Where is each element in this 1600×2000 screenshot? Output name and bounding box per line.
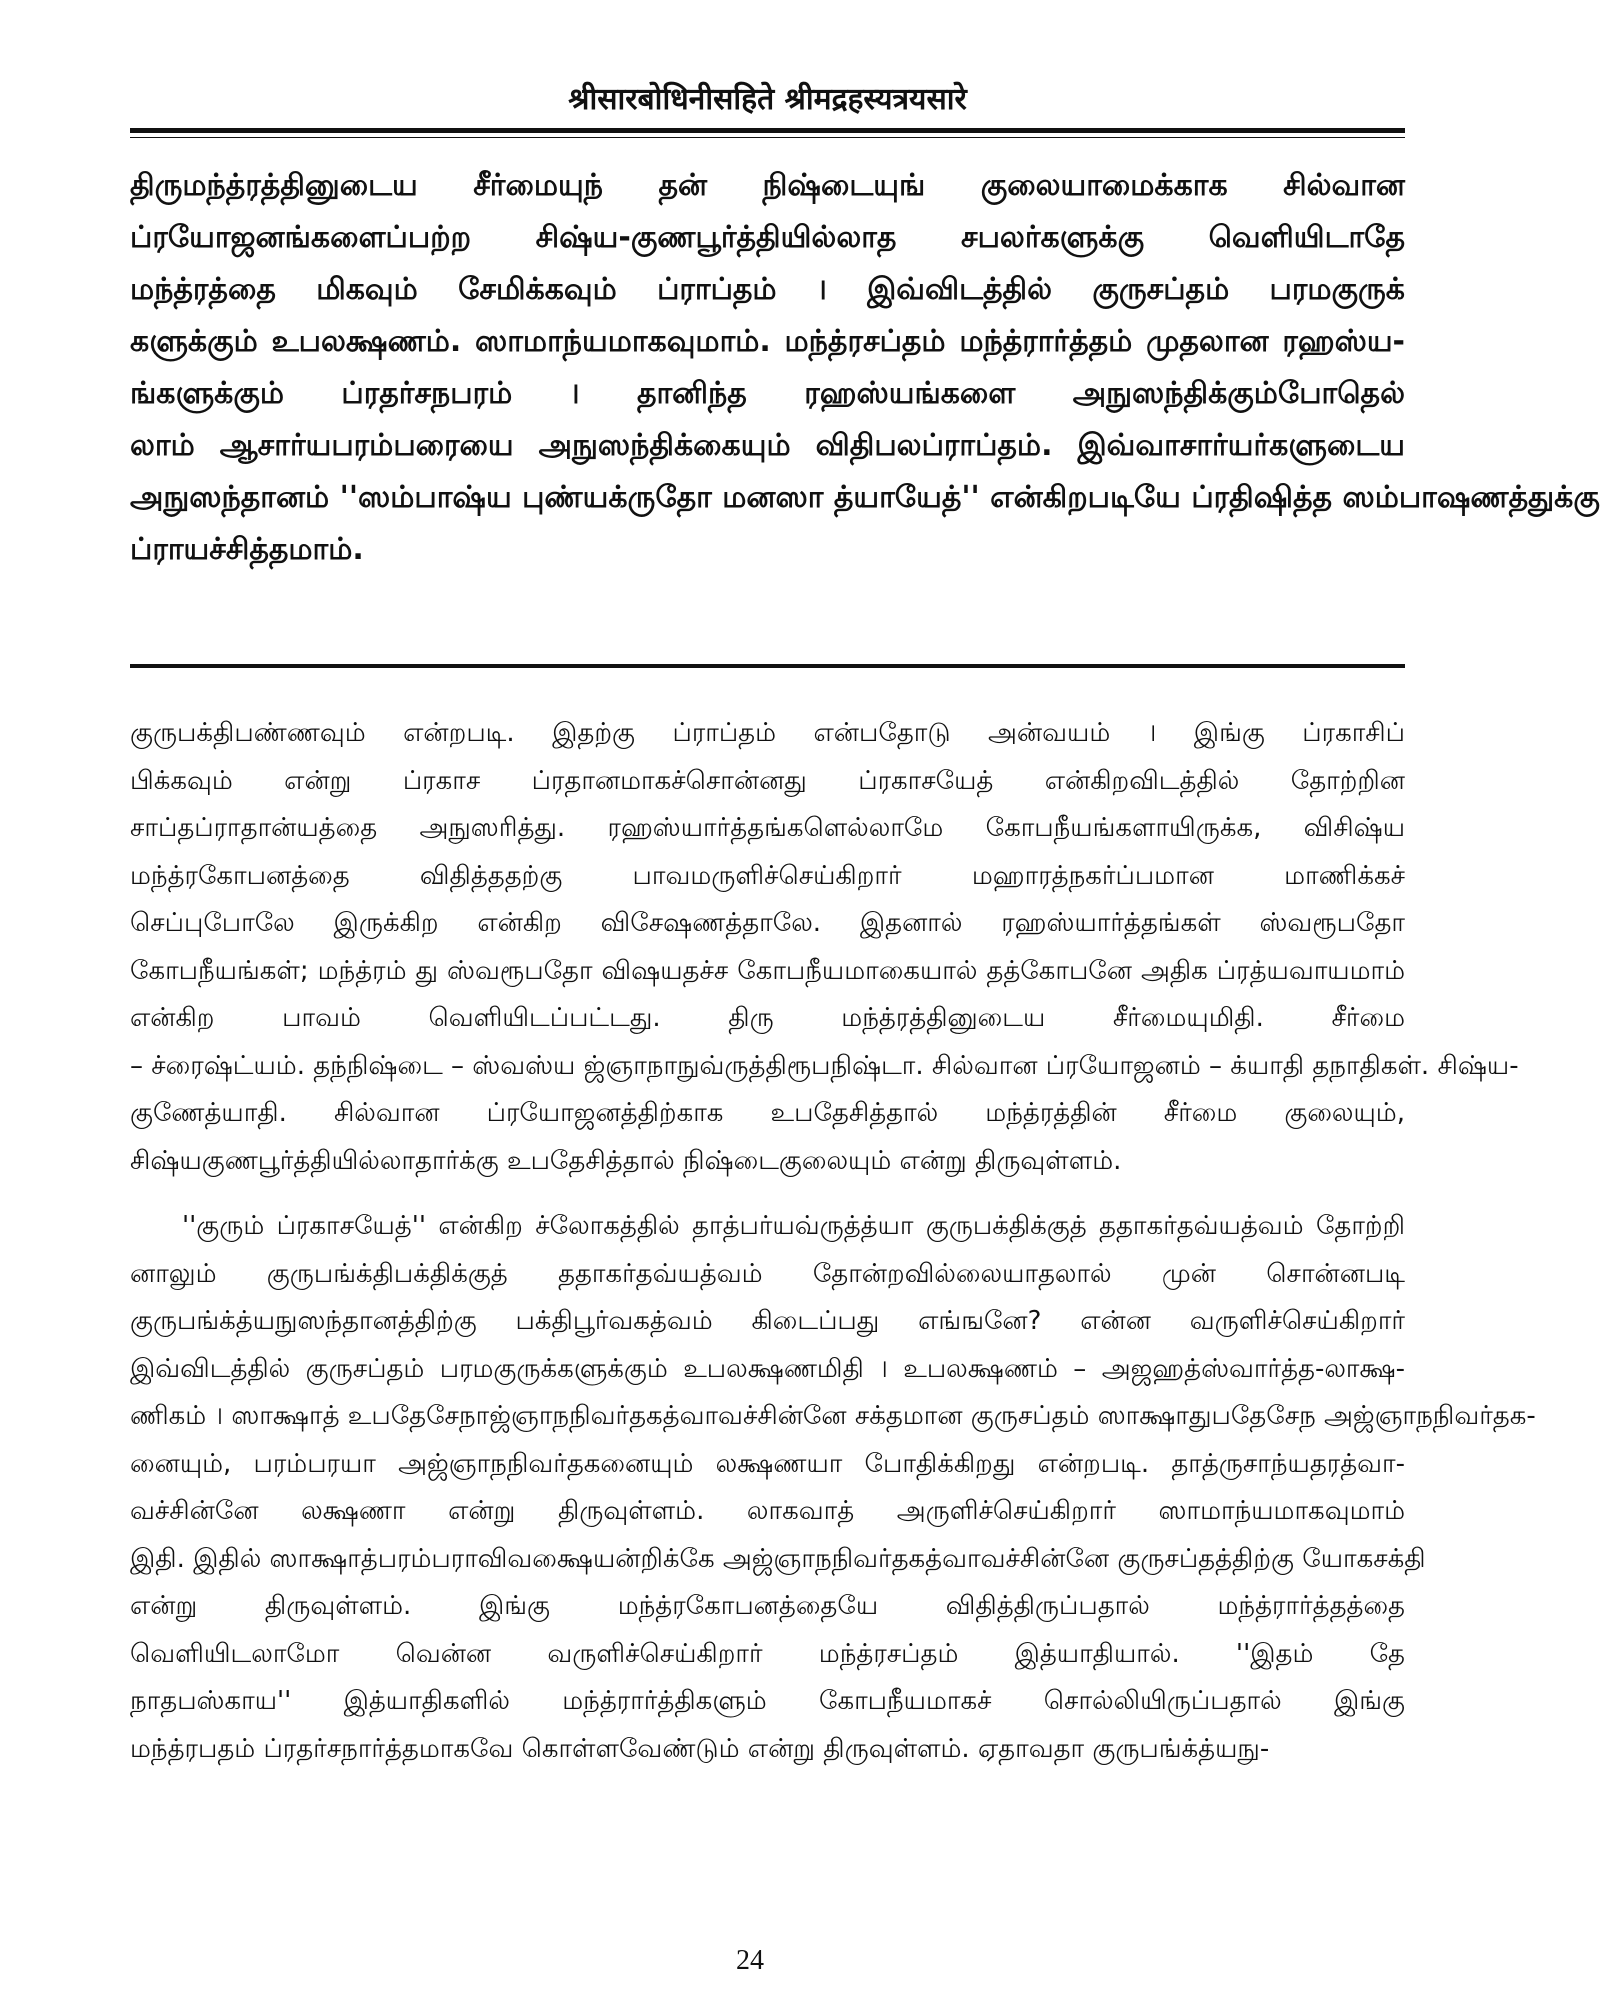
header-rule-thick xyxy=(130,128,1405,133)
mula-line: திருமந்த்ரத்தினுடைய சீர்மையுந் தன் நிஷ்டையுங் குலையாமைக்காக சில்வான xyxy=(130,168,1405,203)
mula-line: களுக்கும் உபலக்ஷணம். ஸாமாந்யமாகவுமாம். மந்த்ரசப்தம் மந்த்ரார்த்தம் முதலான ரஹஸ்ய- xyxy=(130,324,1405,359)
commentary-line: என்று திருவுள்ளம். இங்கு மந்த்ரகோபனத்தையே விதித்திருப்பதால் மந்த்ரார்த்தத்தை xyxy=(130,1591,1405,1621)
mula-line: மந்த்ரத்தை மிகவும் சேமிக்கவும் ப்ராப்தம் । இவ்விடத்தில் குருசப்தம் பரமகுருக் xyxy=(130,272,1405,307)
commentary-line: வச்சின்னே லக்ஷணா என்று திருவுள்ளம். லாகவாத் அருளிச்செய்கிறார் ஸாமாந்யமாகவுமாம் xyxy=(130,1496,1405,1526)
commentary-line: குருபக்திபண்ணவும் என்றபடி. இதற்கு ப்ராப்தம் என்பதோடு அன்வயம் । இங்கு ப்ரகாசிப் xyxy=(130,718,1405,748)
mula-line: அநுஸந்தானம் ''ஸம்பாஷ்ய புண்யக்ருதோ மனஸா த்யாயேத்'' என்கிறபடியே ப்ரதிஷித்த ஸம்பாஷணத்துக்கு xyxy=(130,480,1600,515)
mula-text-block xyxy=(130,160,1600,576)
commentary-line: – ச்ரைஷ்ட்யம். தந்நிஷ்டை – ஸ்வஸ்ய ஜ்ஞாநாநுவ்ருத்திரூபநிஷ்டா. சில்வான ப்ரயோஜனம் – க்யாதி தநாதிகள். சிஷ்ய- xyxy=(130,1050,1519,1081)
commentary-line: சாப்தப்ராதான்யத்தை அநுஸரித்து. ரஹஸ்யார்த்தங்களெல்லாமே கோபநீயங்களாயிருக்க, விசிஷ்ய xyxy=(130,813,1405,843)
commentary-line: மந்த்ரகோபனத்தை விதித்ததற்கு பாவமருளிச்செய்கிறார் மஹாரத்நகர்ப்பமான மாணிக்கச் xyxy=(130,860,1405,891)
mula-line: லாம் ஆசார்யபரம்பரையை அநுஸந்திக்கையும் விதிபலப்ராப்தம். இவ்வாசார்யர்களுடைய xyxy=(130,428,1405,463)
commentary-line: ணிகம் । ஸாக்ஷாத் உபதேசேநாஜ்ஞாநநிவர்தகத்வாவச்சின்னே சக்தமான குருசப்தம் ஸாக்ஷாதுபதேசேந அஜ்ஞாநநிவர்தக- xyxy=(130,1401,1536,1431)
commentary-paragraph-2 xyxy=(130,1203,1536,1773)
commentary-line: சிஷ்யகுணபூர்த்தியில்லாதார்க்கு உபதேசித்தால் நிஷ்டைகுலையும் என்று திருவுள்ளம். xyxy=(130,1145,1122,1176)
commentary-line: என்கிற பாவம் வெளியிடப்பட்டது. திரு மந்த்ரத்தினுடைய சீர்மையுமிதி. சீர்மை xyxy=(130,1003,1405,1033)
commentary-line: னாலும் குருபங்க்திபக்திக்குத் ததாகர்தவ்யத்வம் தோன்றவில்லையாதலால் முன் சொன்னபடி xyxy=(130,1258,1405,1289)
commentary-line: பிக்கவும் என்று ப்ரகாச ப்ரதானமாகச்சொன்னது ப்ரகாசயேத் என்கிறவிடத்தில் தோற்றின xyxy=(130,765,1405,796)
running-title: श्रीसारबोधिनीसहिते श्रीमद्रहस्यत्रयसारे xyxy=(568,82,967,117)
commentary-line: ''குரும் ப்ரகாசயேத்'' என்கிற ச்லோகத்தில் தாத்பர்யவ்ருத்த்யா குருபக்திக்குத் ததாகர்தவ்யத்வம் தோற்றி xyxy=(182,1211,1405,1241)
mula-line: ப்ராயச்சித்தமாம். xyxy=(130,532,364,567)
commentary-line: கோபநீயங்கள்; மந்த்ரம் து ஸ்வரூபதோ விஷயதச்ச கோபநீயமாகையால் தத்கோபனே அதிக ப்ரத்யவாயமாம் xyxy=(130,955,1405,986)
paragraph-gap xyxy=(130,1185,1405,1203)
commentary-line: இதி. இதில் ஸாக்ஷாத்பரம்பராவிவக்ஷையன்றிக்கே அஜ்ஞாநநிவர்தகத்வாவச்சின்னே குருசப்தத்திற்கு யோகசக்தி xyxy=(130,1543,1426,1574)
section-divider-rule xyxy=(130,664,1405,668)
commentary-line: வெளியிடலாமோ வென்ன வருளிச்செய்கிறார் மந்த்ரசப்தம் இத்யாதியால். ''இதம் தே xyxy=(130,1638,1405,1669)
commentary-line: குருபங்க்த்யநுஸந்தானத்திற்கு பக்திபூர்வகத்வம் கிடைப்பது எங்ஙனே? என்ன வருளிச்செய்கிறார் xyxy=(130,1306,1405,1336)
commentary-line: குணேத்யாதி. சில்வான ப்ரயோஜனத்திற்காக உபதேசித்தால் மந்த்ரத்தின் சீர்மை குலையும், xyxy=(130,1098,1405,1128)
page-number: 24 xyxy=(736,1945,764,1976)
commentary-line: னையும், பரம்பரயா அஜ்ஞாநநிவர்தகனையும் லக்ஷணயா போதிக்கிறது என்றபடி. தாத்ருசாந்யதரத்வா- xyxy=(130,1448,1405,1479)
commentary-line: மந்த்ரபதம் ப்ரதர்சநார்த்தமாகவே கொள்ளவேண்டும் என்று திருவுள்ளம். ஏதாவதா குருபங்க்த்யநு- xyxy=(130,1733,1270,1764)
mula-line: ங்களுக்கும் ப்ரதர்சநபரம் । தானிந்த ரஹஸ்யங்களை அநுஸந்திக்கும்போதெல் xyxy=(130,376,1405,411)
mula-line: ப்ரயோஜனங்களைப்பற்ற சிஷ்ய-குணபூர்த்தியில்லாத சபலர்களுக்கு வெளியிடாதே xyxy=(130,220,1405,255)
commentary-line: செப்புபோலே இருக்கிற என்கிற விசேஷணத்தாலே. இதனால் ரஹஸ்யார்த்தங்கள் ஸ்வரூபதோ xyxy=(130,908,1405,938)
header-rule-thin xyxy=(130,137,1405,138)
commentary-line: இவ்விடத்தில் குருசப்தம் பரமகுருக்களுக்கும் உபலக்ஷணமிதி । உபலக்ஷணம் – அஜஹத்ஸ்வார்த்த-லாக்ஷ- xyxy=(130,1353,1405,1384)
commentary-paragraph-1 xyxy=(130,710,1519,1185)
commentary-text-block xyxy=(130,710,1536,1773)
commentary-line: நாதபஸ்காய'' இத்யாதிகளில் மந்த்ரார்த்திகளும் கோபநீயமாகச் சொல்லியிருப்பதால் இங்கு xyxy=(130,1686,1405,1716)
